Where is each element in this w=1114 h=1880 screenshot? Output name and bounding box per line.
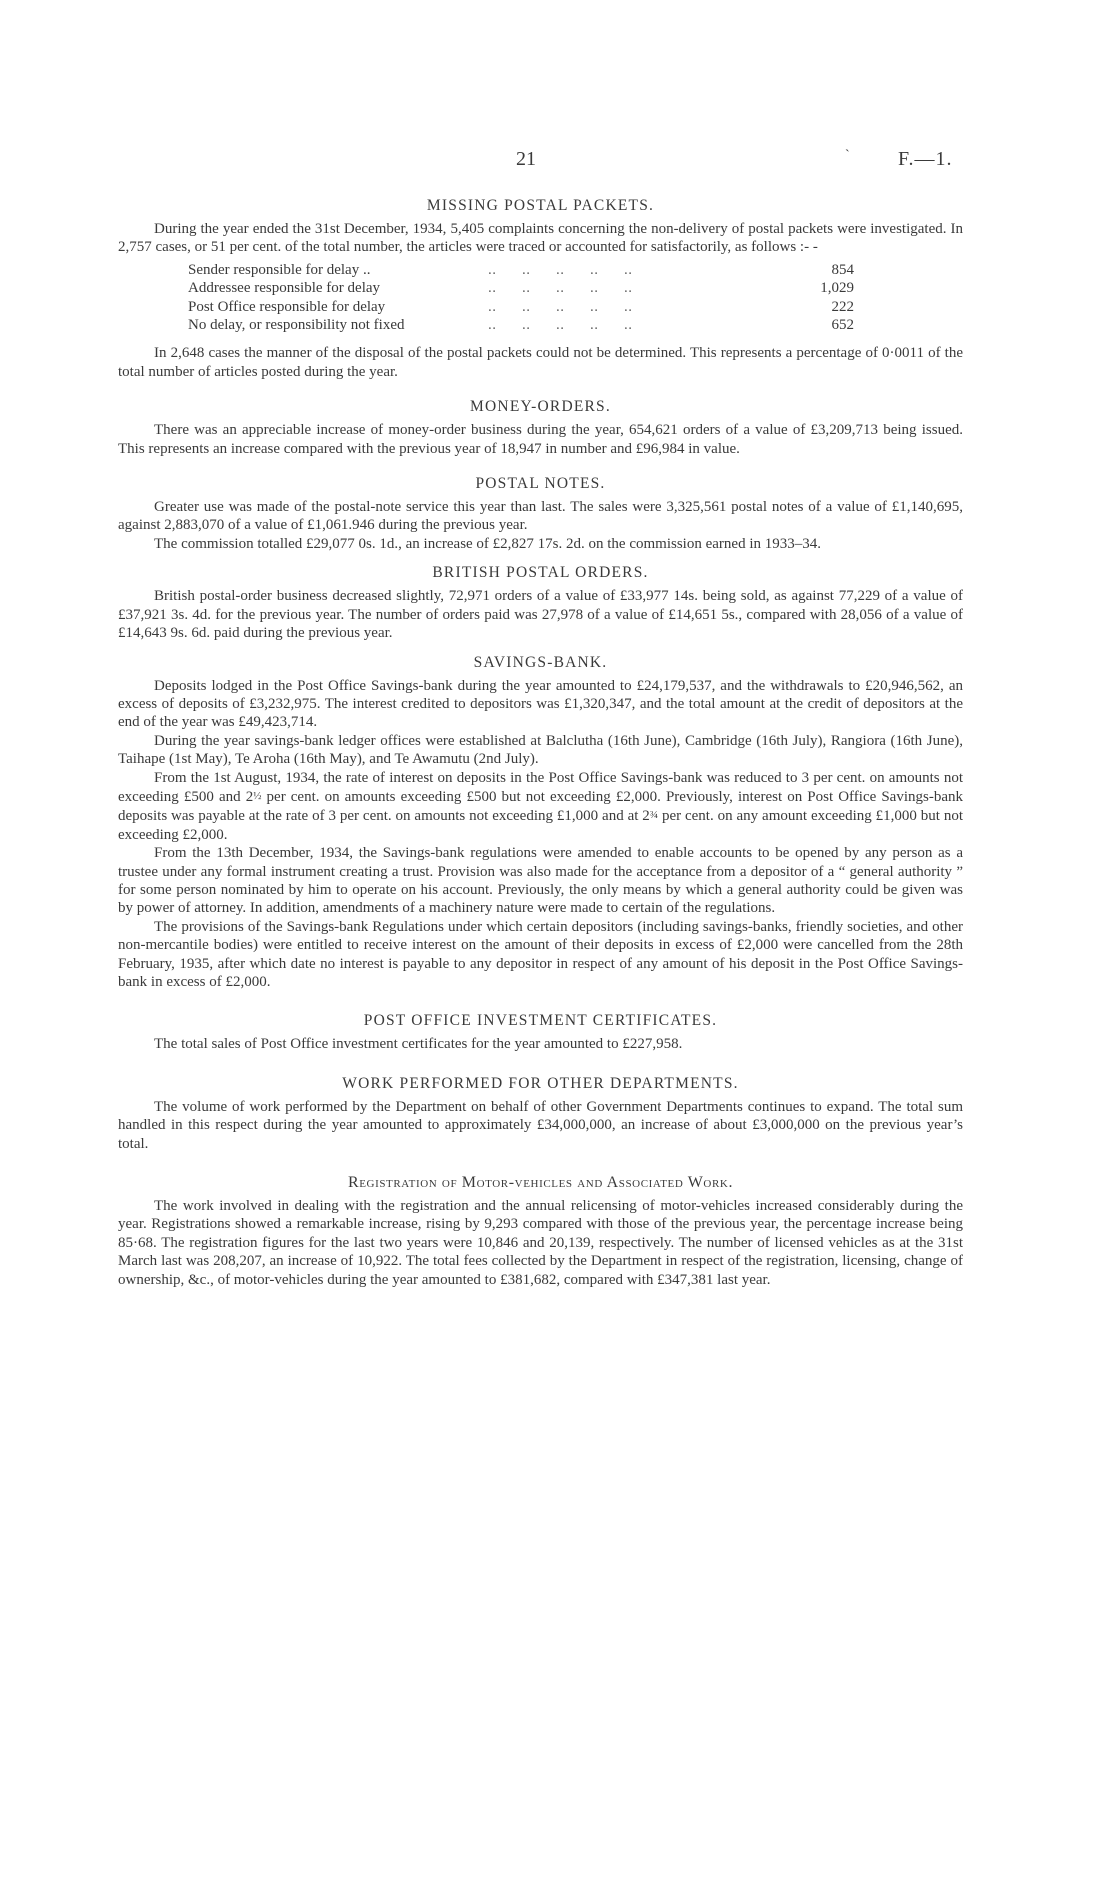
text-run: per cent. on amounts exceeding £500 but not exceeding £2,000. Previously, interest on Post Office Savings-bank deposits was payable at the rate of 3 per cent. on amounts not exceeding £1,000 and at 2 (118, 788, 963, 825)
table-row (188, 279, 854, 297)
paragraph: In 2,648 cases the manner of the disposal of the postal packets could not be determined. This represents a percentage of 0·0011 of the total number of articles posted during the year. (118, 345, 963, 380)
paragraph: The volume of work performed by the Department on behalf of other Government Departments continues to expand. The total sum handled in this respect during the year amounted to approximately £34,000,000, an increase of about £3,000,000 on the previous year’s total. (118, 1098, 963, 1152)
section-investment-certificates (118, 1011, 963, 1053)
paragraph: The total sales of Post Office investment certificates for the year amounted to £227,958. (154, 1036, 683, 1053)
section-heading: POSTAL NOTES. (475, 475, 606, 493)
leader-dots: .. .. .. .. .. (488, 280, 633, 297)
section-heading: Registration of Motor-vehicles and Associated Work. (347, 1174, 734, 1192)
row-value: 222 (831, 298, 854, 315)
section-other-departments (118, 1074, 963, 1153)
report-reference: F.—1. (898, 148, 953, 170)
paragraph: British postal-order business decreased slightly, 72,971 orders of a value of £33,977 14s. being sold, as against 77,229 of a value of £37,921 3s. 4d. for the previous year. The number of orders paid was 27,978 of a value of £14,651 5s., compared with 28,056 of a value of £14,643 9s. 6d. paid during the previous year. (118, 588, 963, 642)
text-run: From the 1st August, 1934, the rate of interest on deposits in the Post Office Savings-bank was reduced to 3 per cent. on amounts not exceeding £500 and 2 (118, 769, 963, 805)
leader-dots: .. .. .. .. .. (488, 261, 633, 278)
page-header (0, 148, 1114, 178)
paragraph: During the year savings-bank ledger offices were established at Balclutha (16th June), Cambridge (16th July), Rangiora (16th June), Taihape (1st May), Te Aroha (16th May), and Te Awamutu (2nd July). (118, 732, 963, 768)
row-value: 652 (831, 317, 854, 334)
paragraph: Greater use was made of the postal-note service this year than last. The sales were 3,325,561 postal notes of a value of £1,140,695, against 2,883,070 of a value of £1,061.946 during the previous year. (118, 499, 963, 534)
section-heading: MISSING POSTAL PACKETS. (426, 197, 655, 214)
fraction: ¾ (649, 809, 659, 822)
paragraph (118, 769, 963, 845)
row-label: Addressee responsible for delay (188, 280, 381, 297)
paragraph: Deposits lodged in the Post Office Savings-bank during the year amounted to £24,179,537, and the withdrawals to £20,946,562, an excess of deposits of £3,232,975. The interest credited to depositors was £1,320,347, and the total amount at the credit of depositors at the end of the year was £49,423,714. (118, 677, 963, 731)
section-heading: SAVINGS-BANK. (473, 653, 608, 671)
paragraph: There was an appreciable increase of money-order business during the year, 654,621 orders of a value of £3,209,713 being issued. This represents an increase compared with the previous year of 18,947 in number and £96,984 in value. (118, 422, 963, 457)
section-postal-notes (118, 474, 963, 553)
section-missing-postal-packets (118, 196, 963, 381)
section-money-orders (118, 397, 963, 458)
section-savings-bank (118, 653, 963, 992)
paragraph: The provisions of the Savings-bank Regulations under which certain depositors (including savings-banks, friendly societies, and other non-mercantile bodies) were entitled to receive interest on the amount of their deposits in excess of £2,000 were cancelled from the 28th February, 1935, after which date no interest is payable to any depositor in respect of any amount of his deposit in the Post Office Savings-bank in excess of £2,000. (118, 918, 963, 990)
row-label: Sender responsible for delay .. (188, 261, 371, 278)
leader-dots: .. .. .. .. .. (488, 317, 633, 334)
section-heading: WORK PERFORMED FOR OTHER DEPARTMENTS. (342, 1074, 739, 1092)
complaints-table (188, 261, 854, 335)
row-label: Post Office responsible for delay (188, 298, 386, 315)
document-body (118, 196, 963, 1289)
paragraph: From the 13th December, 1934, the Savings-bank regulations were amended to enable accounts to be opened by any person as a trustee under any formal instrument creating a trust. Provision was also made for the acceptance from a depositor of a “ general authority ” for some person nominated by him to operate on his account. Previously, the only means by which a general authority could be given was by power of attorney. In addition, amendments of a machinery nature were made to certain of the regulations. (118, 845, 963, 917)
section-motor-vehicles (118, 1173, 963, 1289)
paragraph: The work involved in dealing with the registration and the annual relicensing of motor-vehicles increased considerably during the year. Registrations showed a remarkable increase, rising by 9,293 compared with those of the previous year, the percentage increase being 85·68. The registration figures for the last two years were 10,846 and 20,139, respectively. The number of licensed vehicles as at the 31st March last was 208,207, an increase of 10,922. The total fees collected by the Department in respect of the registration, licensing, change of ownership, &c., of motor-vehicles during the year amounted to £381,682, compared with £347,381 last year. (118, 1198, 963, 1288)
table-row (188, 261, 854, 279)
section-heading: MONEY-ORDERS. (470, 398, 611, 416)
leader-dots: .. .. .. .. .. (488, 298, 633, 315)
paragraph: During the year ended the 31st December, 1934, 5,405 complaints concerning the non-delivery of postal packets were investigated. In 2,757 cases, or 51 per cent. of the total number, the articles were traced or accounted for satisfactorily, as follows :- - (118, 221, 963, 256)
section-british-postal-orders (118, 563, 963, 642)
text-run: per cent. on any amount exceeding £1,000 but not exceeding £2,000. (118, 808, 963, 843)
row-value: 1,029 (820, 280, 854, 297)
fraction: ½ (253, 789, 262, 802)
row-label: No delay, or responsibility not fixed (188, 317, 405, 334)
stray-mark: ` (845, 148, 850, 163)
table-row (188, 298, 854, 316)
row-value: 854 (831, 261, 854, 278)
section-heading: POST OFFICE INVESTMENT CERTIFICATES. (363, 1012, 718, 1030)
paragraph: The commission totalled £29,077 0s. 1d., an increase of £2,827 17s. 2d. on the commission earned in 1933–34. (154, 535, 821, 552)
table-row (188, 316, 854, 334)
page-number: 21 (516, 148, 536, 170)
section-heading: BRITISH POSTAL ORDERS. (432, 564, 649, 582)
